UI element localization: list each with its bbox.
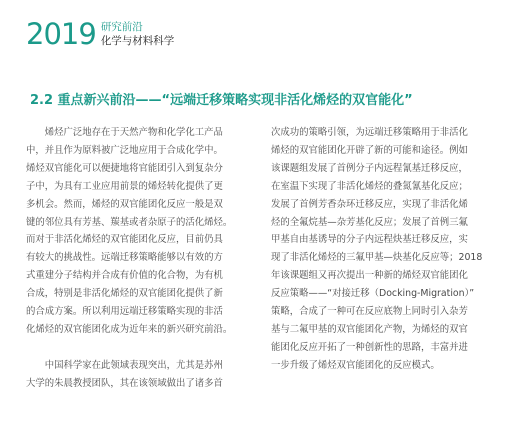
text-line: 基与二氟甲基的双官能团化产物，为烯烃的双官 [271,323,468,335]
text-line: 中国科学家在此领域表现突出，尤其是苏州 [26,359,223,371]
text-line: 策略，合成了一种可在反应底物上同时引入杂芳 [271,306,468,318]
text-line: 年该课题组又再次提出一种新的烯烃双官能团化 [271,270,468,282]
text-line: 多机会。然而，烯烃的双官能团化反应一般是双 [26,198,223,210]
text-line: 的合成方案。所以利用远端迁移策略实现的非活 [26,306,223,318]
text-line: 在室温下实现了非活化烯烃的叠氮氰基化反应； [271,180,468,192]
left-column [26,124,248,393]
right-column [271,124,494,375]
text-line: 反应策略——“对接迁移（Docking-Migration）” [271,288,475,300]
text-line: 该课题组发展了首例分子内远程氰基迁移反应， [271,162,468,174]
text-line: 次成功的策略引领，为远端迁移策略用于非活化 [271,127,468,138]
text-line: 键的邻位具有芳基、羰基或者杂原子的活化烯烃。 [26,216,233,228]
text-line: 中，并且作为原料被广泛地应用于合成化学中。 [26,144,223,156]
page-header [26,14,174,54]
header-labels [101,20,175,48]
text-line: 而对于非活化烯烃的双官能团化反应，目前仍具 [26,234,223,246]
report-year: 2019 [26,16,96,51]
text-line: 烯烃广泛地存在于天然产物和化学化工产品 [26,127,223,138]
paragraph-1 [26,124,248,339]
text-line: 式重建分子结构并合成有价值的化合物，为有机 [26,270,223,282]
report-subject-label: 化学与材料科学 [100,35,175,47]
text-line: 有较大的挑战性。远端迁移策略能够以有效的方 [26,252,223,264]
text-line: 能团化反应开拓了一种创新性的思路，丰富并进 [271,341,468,353]
text-line: 现了非活化烯烃的三氟甲基—炔基化反应等；2018 [271,252,483,264]
section-title: 2.2 重点新兴前沿——“远端迁移策略实现非活化烯烃的双官能化” [30,93,413,108]
text-line: 烃的全氟烷基—杂芳基化反应；发展了首例三氟 [271,216,468,228]
text-line: 烯烃双官能化可以便捷地将官能团引入到复杂分 [26,162,223,174]
text-line: 大学的朱晨教授团队，其在该领域做出了诸多首 [26,377,223,389]
text-line: 化烯烃的双官能团化成为近年来的新兴研究前沿。 [26,323,233,335]
report-section-label: 研究前沿 [100,21,143,33]
paragraph-2 [26,357,248,393]
text-line: 甲基自由基诱导的分子内远程炔基迁移反应，实 [271,234,468,246]
text-line: 烯烃的双官能团化开辟了新的可能和途径。例如 [271,144,468,156]
text-line: 一步升级了烯烃双官能团化的反应模式。 [271,359,440,371]
text-line: 子中，为具有工业应用前景的烯烃转化提供了更 [26,180,223,192]
text-line: 发展了首例芳香杂环迁移反应，实现了非活化烯 [271,198,468,210]
text-line: 合成，特别是非活化烯烃的双官能团化提供了新 [26,288,223,300]
paragraph-gap [26,339,248,357]
